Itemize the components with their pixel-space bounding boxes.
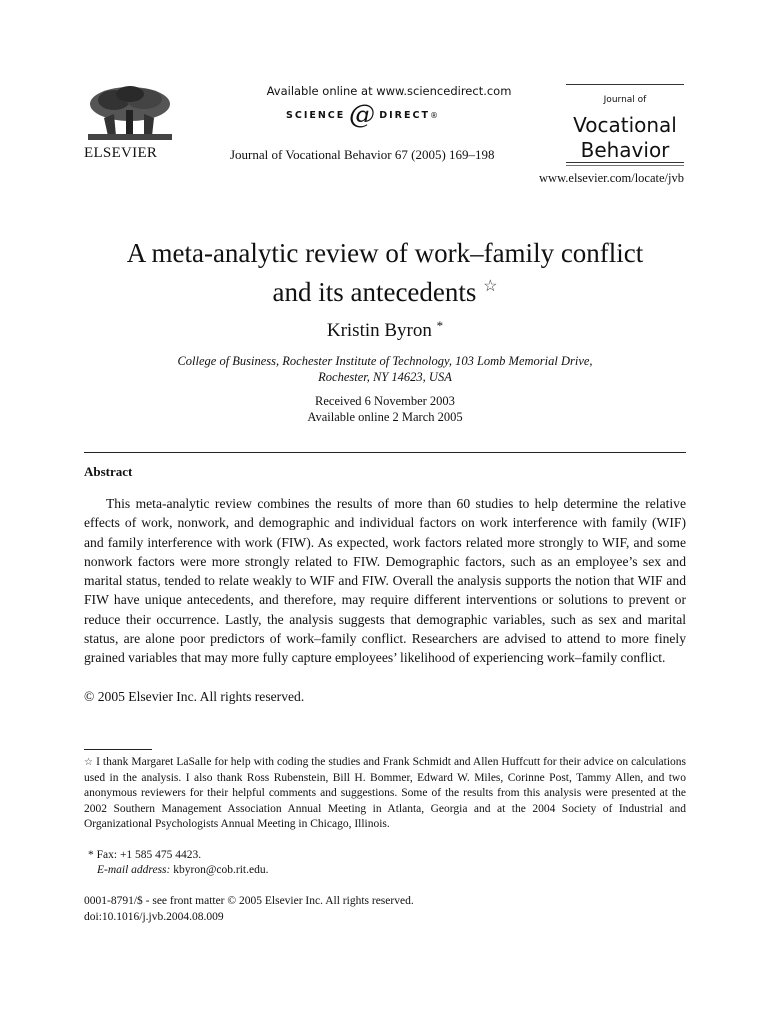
author-footnote-mark[interactable]: * xyxy=(436,318,444,333)
abstract-body xyxy=(84,494,686,668)
journal-of-label: Journal of xyxy=(603,95,647,105)
author-line xyxy=(0,318,770,342)
title-footnote-star[interactable]: ☆ xyxy=(483,278,498,295)
author-name: Kristin Byron xyxy=(326,320,432,341)
publisher-name: ELSEVIER xyxy=(84,145,158,161)
email-line xyxy=(97,864,268,876)
abstract-copyright: © 2005 Elsevier Inc. All rights reserved. xyxy=(84,689,305,704)
footnote-rule xyxy=(84,749,152,750)
acknowledgment-paragraph xyxy=(84,755,686,833)
registered-mark: ® xyxy=(429,110,438,120)
journal-box-rule-bottom xyxy=(566,162,684,163)
sciencedirect-logo xyxy=(286,104,438,126)
journal-box-rule-bottom-2 xyxy=(566,165,684,166)
journal-name-line1: Vocational xyxy=(573,113,677,137)
title-line-2-text: and its antecedents xyxy=(272,277,477,307)
journal-box-rule-top xyxy=(566,84,684,85)
affiliation-line-1: College of Business, Rochester Institute of Technology, 103 Lomb Memorial Drive, xyxy=(177,354,593,368)
journal-name-line2: Behavior xyxy=(580,138,670,162)
article-title xyxy=(0,236,770,309)
email-address-link[interactable]: kbyron@cob.rit.edu. xyxy=(173,864,269,876)
email-label: E-mail address: xyxy=(97,864,171,876)
fax-number: * Fax: +1 585 475 4423. xyxy=(88,849,202,861)
footnote-star-mark: ☆ xyxy=(84,757,94,768)
at-symbol-icon xyxy=(349,102,375,128)
abstract-paragraph: This meta-analytic review combines the results of more than 60 studies to help determine the relative effects of work, nonwork, and demographic and individual factors on work interference with family (WIF) and family interference with work (FIW). As expected, work factors related more strongly to WIF, and some nonwork factors were more strongly related to FIW. Demographic factors, such as an employee’s sex and marital status, tended to relate weakly to WIF and FIW. Overall the analysis supports the notion that WIF and FIW have unique antecedents, and therefore, may require different interventions or solutions to prevent or reduce their occurrence. Lastly, the analysis suggests that demographic variables, such as sex and marital status, are alone poor predictors of work–family conflict. Researchers are advised to attend to more finely grained variables that may more fully capture employees’ likelihood of experiencing work–family conflict. xyxy=(84,496,686,666)
sciencedirect-right: DIRECT xyxy=(379,109,430,121)
section-divider xyxy=(84,452,686,453)
abstract-heading: Abstract xyxy=(84,464,133,479)
available-date: Available online 2 March 2005 xyxy=(307,410,463,424)
title-line-1: A meta-analytic review of work–family conflict xyxy=(126,238,644,268)
journal-url-link[interactable]: www.elsevier.com/locate/jvb xyxy=(539,171,684,185)
affiliation-line-2: Rochester, NY 14623, USA xyxy=(318,370,452,384)
available-online-text: Available online at www.sciencedirect.com xyxy=(266,84,512,98)
title-line-2 xyxy=(0,270,770,309)
acknowledgment-text: I thank Margaret LaSalle for help with coding the studies and Frank Schmidt and Allen Huffcutt for their advice on calculations used in the analysis. I also thank Ross Rubenstein, Bill H. Bommer, Edward W. Miles, Corinne Post, Tammy Allen, and two anonymous reviewers for their helpful comments and suggestions. Some of the results from this analysis were presented at the 2002 Southern Management Association Annual Meeting in Atlanta, Georgia and at the 2004 Society of Industrial and Organizational Psychologists Annual Meeting in Chicago, Illinois. xyxy=(84,756,687,830)
issn-line: 0001-8791/$ - see front matter © 2005 Elsevier Inc. All rights reserved. xyxy=(84,895,414,907)
doi-link[interactable]: doi:10.1016/j.jvb.2004.08.009 xyxy=(84,911,224,923)
svg-text:@: @ xyxy=(349,102,376,128)
affiliation xyxy=(0,353,770,385)
dates xyxy=(0,393,770,425)
journal-citation: Journal of Vocational Behavior 67 (2005) 169–198 xyxy=(230,147,495,162)
acknowledgment-footnote xyxy=(84,755,686,833)
received-date: Received 6 November 2003 xyxy=(315,394,455,408)
sciencedirect-left: SCIENCE xyxy=(286,109,346,121)
